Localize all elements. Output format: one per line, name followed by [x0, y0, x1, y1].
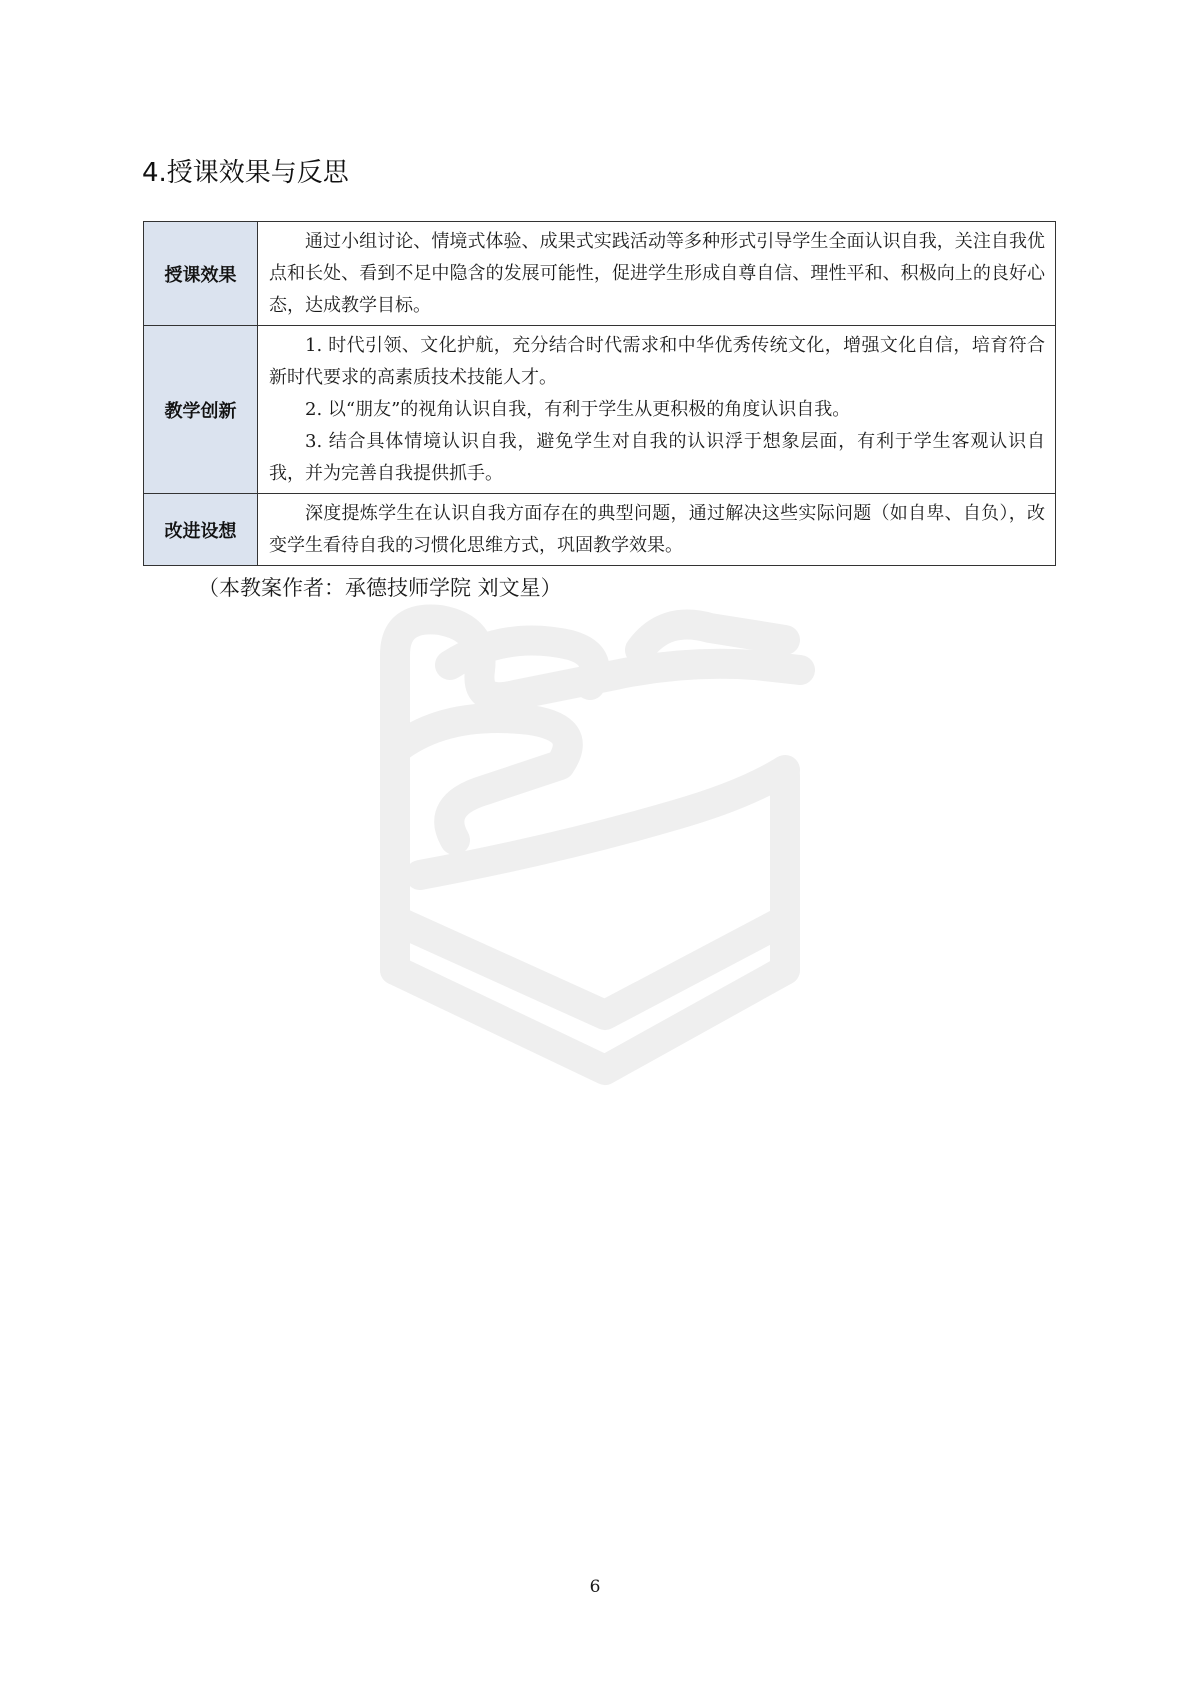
- table-row: [144, 326, 1056, 494]
- content-paragraph: 3. 结合具体情境认识自我，避免学生对自我的认识浮于想象层面，有利于学生客观认识自我，并为完善自我提供抓手。: [269, 431, 1045, 484]
- reflection-table: [143, 221, 1056, 566]
- row-content-improvement-plan: [258, 494, 1056, 566]
- content-paragraph: 通过小组讨论、情境式体验、成果式实践活动等多种形式引导学生全面认识自我，关注自我优点和长处、看到不足中隐含的发展可能性，促进学生形成自尊自信、理性平和、积极向上的良好心态，达成教学目标。: [269, 231, 1045, 316]
- author-credit: （本教案作者：承德技师学院 刘文星）: [198, 576, 562, 600]
- content-paragraph: 1. 时代引领、文化护航，充分结合时代需求和中华优秀传统文化，增强文化自信，培育符合新时代要求的高素质技术技能人才。: [269, 335, 1045, 388]
- row-content-teaching-effect: [258, 222, 1056, 326]
- table-row: [144, 494, 1056, 566]
- content-paragraph: 深度提炼学生在认识自我方面存在的典型问题，通过解决这些实际问题（如自卑、自负），改变学生看待自我的习惯化思维方式，巩固教学效果。: [269, 503, 1045, 556]
- row-label-improvement-plan: 改进设想: [144, 494, 258, 566]
- publisher-logo-watermark: [355, 600, 855, 1100]
- section-title: 4.授课效果与反思: [142, 158, 349, 188]
- row-label-teaching-effect: 授课效果: [144, 222, 258, 326]
- row-label-teaching-innovation: 教学创新: [144, 326, 258, 494]
- table-row: [144, 222, 1056, 326]
- content-paragraph: 2. 以“朋友”的视角认识自我，有利于学生从更积极的角度认识自我。: [305, 399, 851, 420]
- row-content-teaching-innovation: [258, 326, 1056, 494]
- page-number: 6: [589, 1577, 601, 1597]
